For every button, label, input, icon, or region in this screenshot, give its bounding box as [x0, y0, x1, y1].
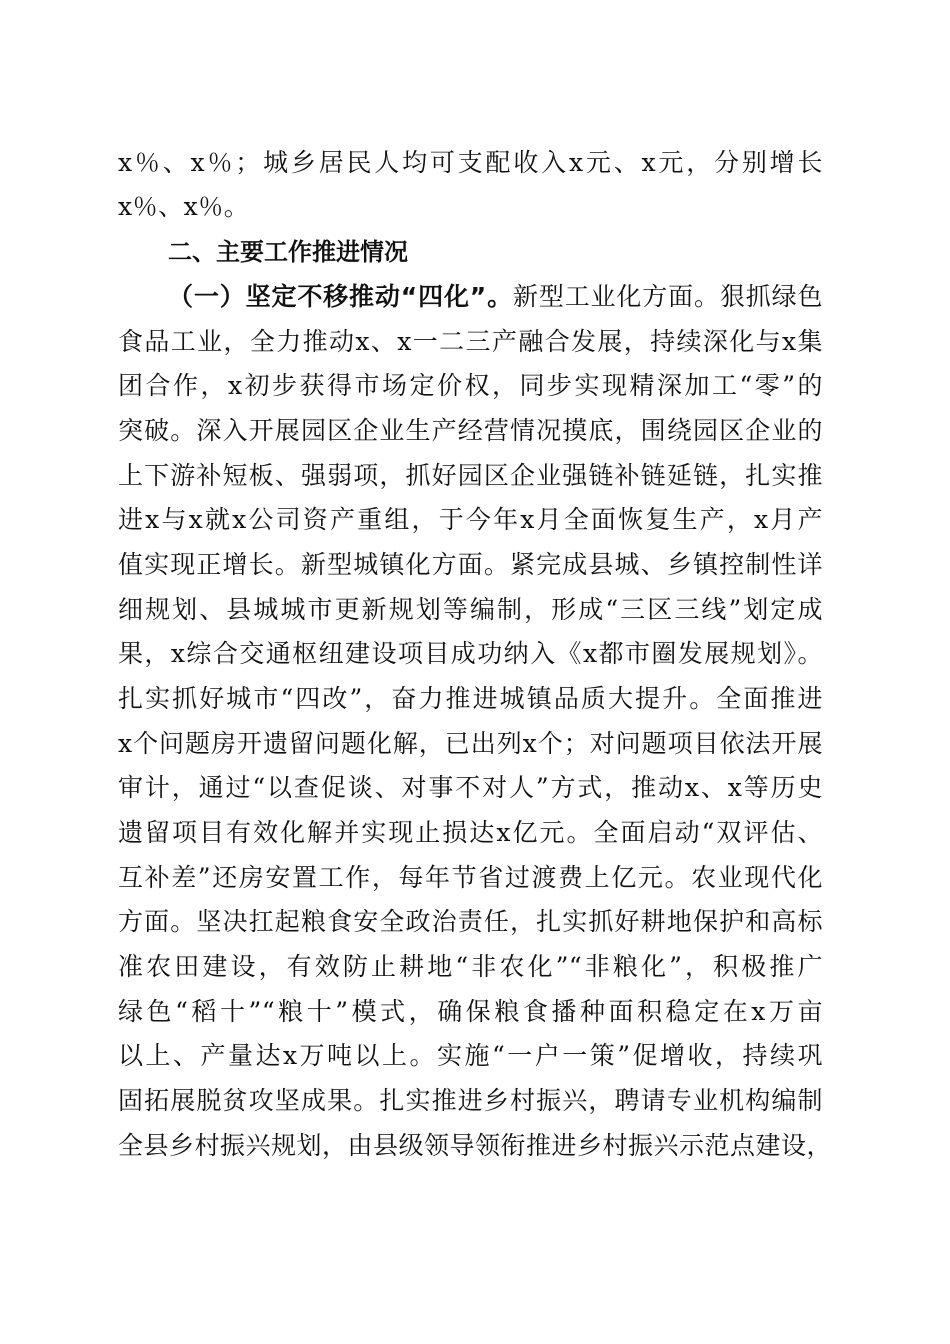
paragraph-line: 食品工业，全力推动x、x一二三产融合发展，持续深化与x集 — [118, 327, 823, 356]
paragraph-line: 以上、产量达x万吨以上。实施“一户一策”促增收，持续巩 — [118, 1041, 823, 1070]
paragraph-line: 扎实抓好城市“四改”，奋力推进城镇品质大提升。全面推进 — [118, 684, 823, 713]
paragraph-line: 绿色“稻十”“粮十”模式，确保粮食播种面积稳定在x万亩 — [118, 997, 823, 1026]
paragraph-line-1-text: 新型工业化方面。狠抓绿色 — [512, 282, 823, 311]
paragraph-line: 值实现正增长。新型城镇化方面。紧完成县城、乡镇控制性详 — [118, 550, 823, 579]
section-heading: 二、主要工作推进情况 — [168, 238, 408, 266]
intro-line-2: x％、x％。 — [118, 192, 250, 221]
paragraph-line: 准农田建设，有效防止耕地“非农化”“非粮化”，积极推广 — [118, 952, 823, 981]
paragraph-line: x个问题房开遗留问题化解，已出列x个；对问题项目依法开展 — [118, 729, 823, 758]
subsection-heading: （一）坚定不移推动“四化”。 — [168, 282, 513, 311]
paragraph-line: 全县乡村振兴规划，由县级领导领衔推进乡村振兴示范点建设， — [118, 1131, 833, 1160]
paragraph-line: 团合作，x初步获得市场定价权，同步实现精深加工“零”的 — [118, 371, 823, 400]
paragraph-line: 审计，通过“以查促谈、对事不对人”方式，推动x、x等历史 — [118, 773, 823, 802]
paragraph-line: 遗留项目有效化解并实现止损达x亿元。全面启动“双评估、 — [118, 818, 823, 847]
paragraph-line: 互补差”还房安置工作，每年节省过渡费上亿元。农业现代化 — [118, 863, 823, 892]
paragraph-line: 上下游补短板、强弱项，抓好园区企业强链补链延链，扎实推 — [118, 461, 823, 490]
paragraph-line: 进x与x就x公司资产重组，于今年x月全面恢复生产，x月产 — [118, 505, 823, 534]
paragraph-line: 细规划、县城城市更新规划等编制，形成“三区三线”划定成 — [118, 595, 823, 624]
paragraph-line: 固拓展脱贫攻坚成果。扎实推进乡村振兴，聘请专业机构编制 — [118, 1086, 823, 1115]
intro-line-1: x％、x％；城乡居民人均可支配收入x元、x元，分别增长 — [118, 148, 823, 177]
paragraph-line: 方面。坚决扛起粮食安全政治责任，扎实抓好耕地保护和高标 — [118, 907, 823, 936]
paragraph-line: 突破。深入开展园区企业生产经营情况摸底，围绕园区企业的 — [118, 416, 823, 445]
paragraph-first-line — [168, 275, 823, 319]
paragraph-line: 果，x综合交通枢纽建设项目成功纳入《x都市圈发展规划》。 — [118, 639, 823, 668]
